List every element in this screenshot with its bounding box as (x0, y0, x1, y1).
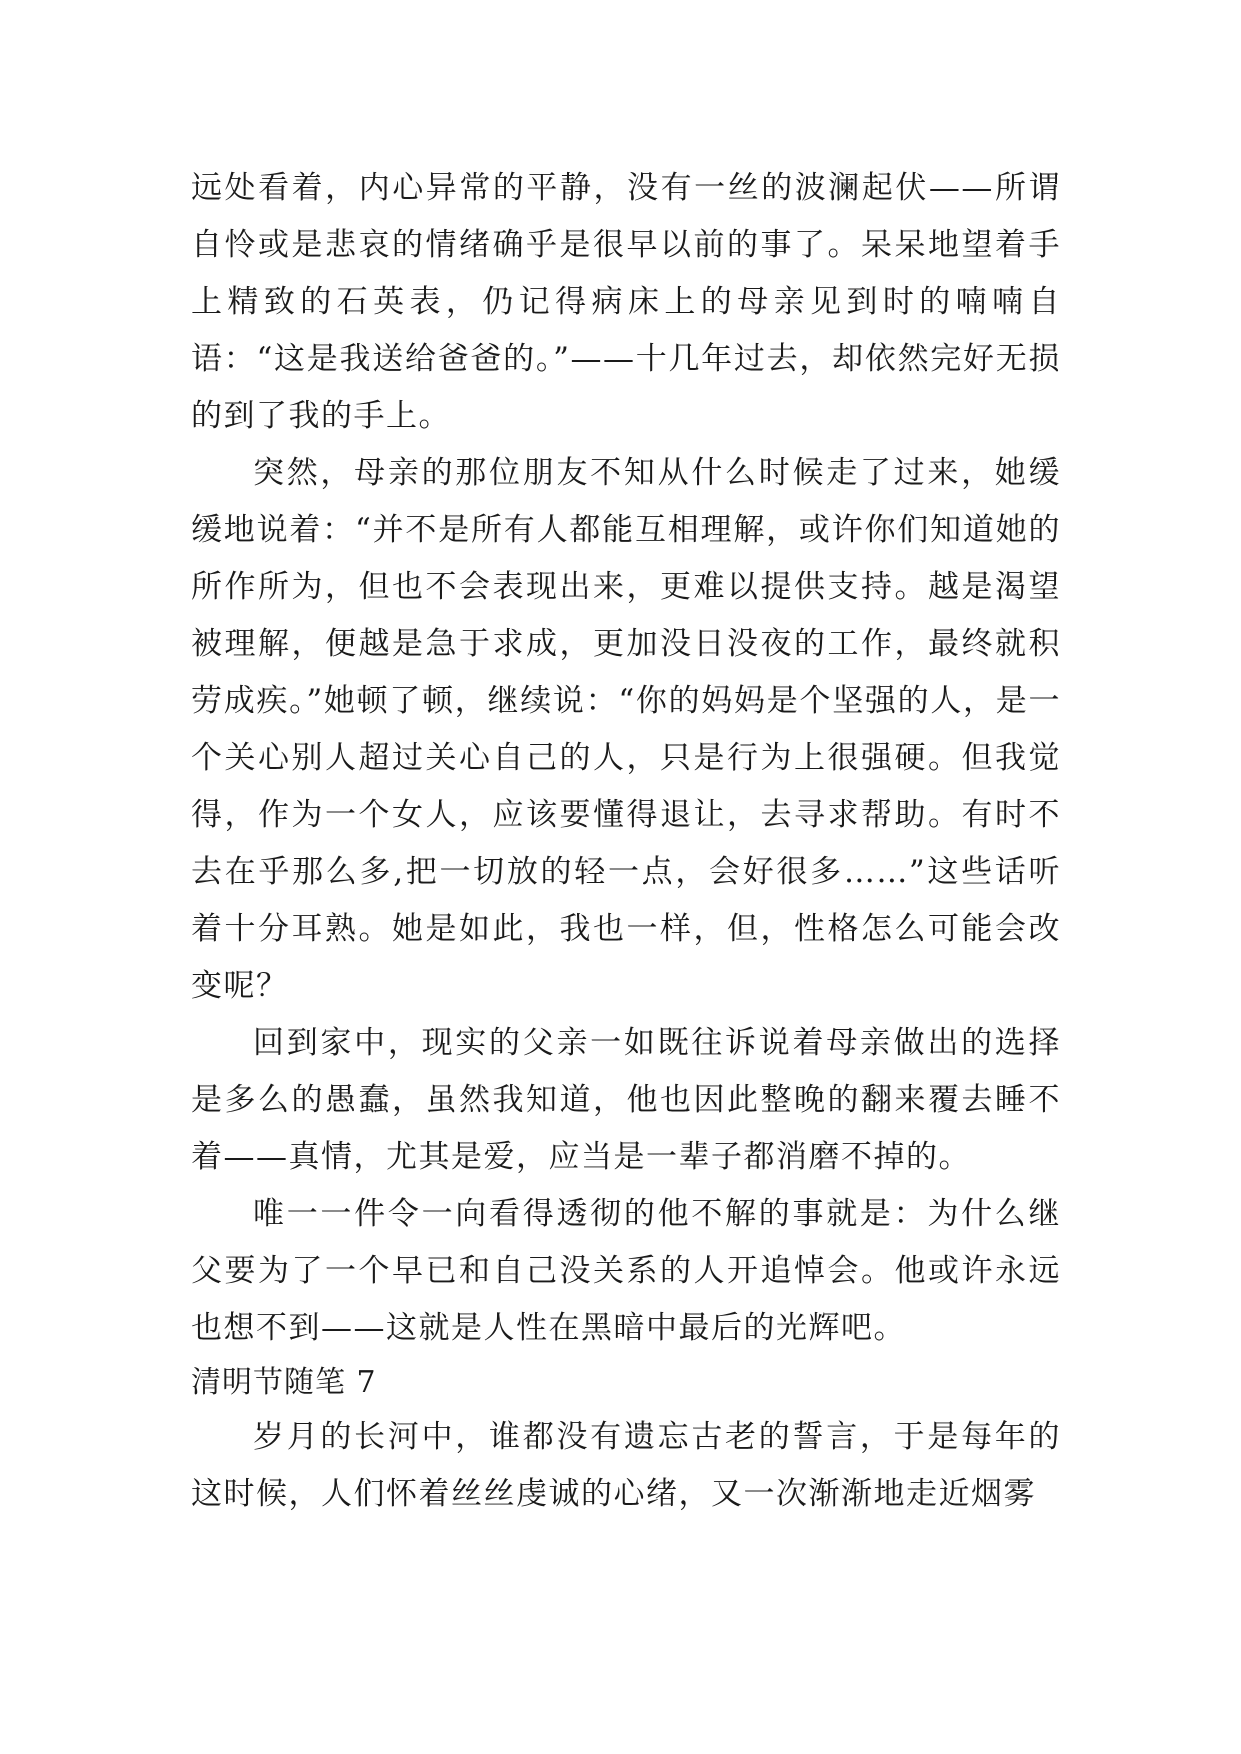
paragraph-2: 突然，母亲的那位朋友不知从什么时候走了过来，她缓缓地说着：“并不是所有人都能互相理解，或许你们知道她的所作所为，但也不会表现出来，更难以提供支持。越是渴望被理解，便越是急于求成，更加没日没夜的工作，最终就积劳成疾。”她顿了顿，继续说：“你的妈妈是个坚强的人，是一个关心别人超过关心自己的人，只是行为上很强硬。但我觉得，作为一个女人，应该要懂得退让，去寻求帮助。有时不去在乎那么多,把一切放的轻一点，会好很多……”这些话听着十分耳熟。她是如此，我也一样，但，性格怎么可能会改变呢？ (191, 455, 1061, 1004)
paragraph-4: 唯一一件令一向看得透彻的他不解的事就是：为什么继父要为了一个早已和自己没关系的人开追悼会。他或许永远也想不到——这就是人性在黑暗中最后的光辉吧。 (191, 1196, 1061, 1346)
paragraph-5: 岁月的长河中，谁都没有遗忘古老的誓言，于是每年的这时候，人们怀着丝丝虔诚的心绪，又一次渐渐地走近烟雾 (191, 1419, 1061, 1512)
document-body (191, 160, 1061, 1523)
paragraph-3: 回到家中，现实的父亲一如既往诉说着母亲做出的选择是多么的愚蠢，虽然我知道，他也因此整晚的翻来覆去睡不着——真情，尤其是爱，应当是一辈子都消磨不掉的。 (191, 1025, 1061, 1175)
paragraph-1: 远处看着，内心异常的平静，没有一丝的波澜起伏——所谓自怜或是悲哀的情绪确乎是很早以前的事了。呆呆地望着手上精致的石英表，仍记得病床上的母亲见到时的喃喃自语：“这是我送给爸爸的。”——十几年过去，却依然完好无损的到了我的手上。 (191, 170, 1061, 434)
section-heading: 清明节随笔 7 (191, 1365, 377, 1400)
